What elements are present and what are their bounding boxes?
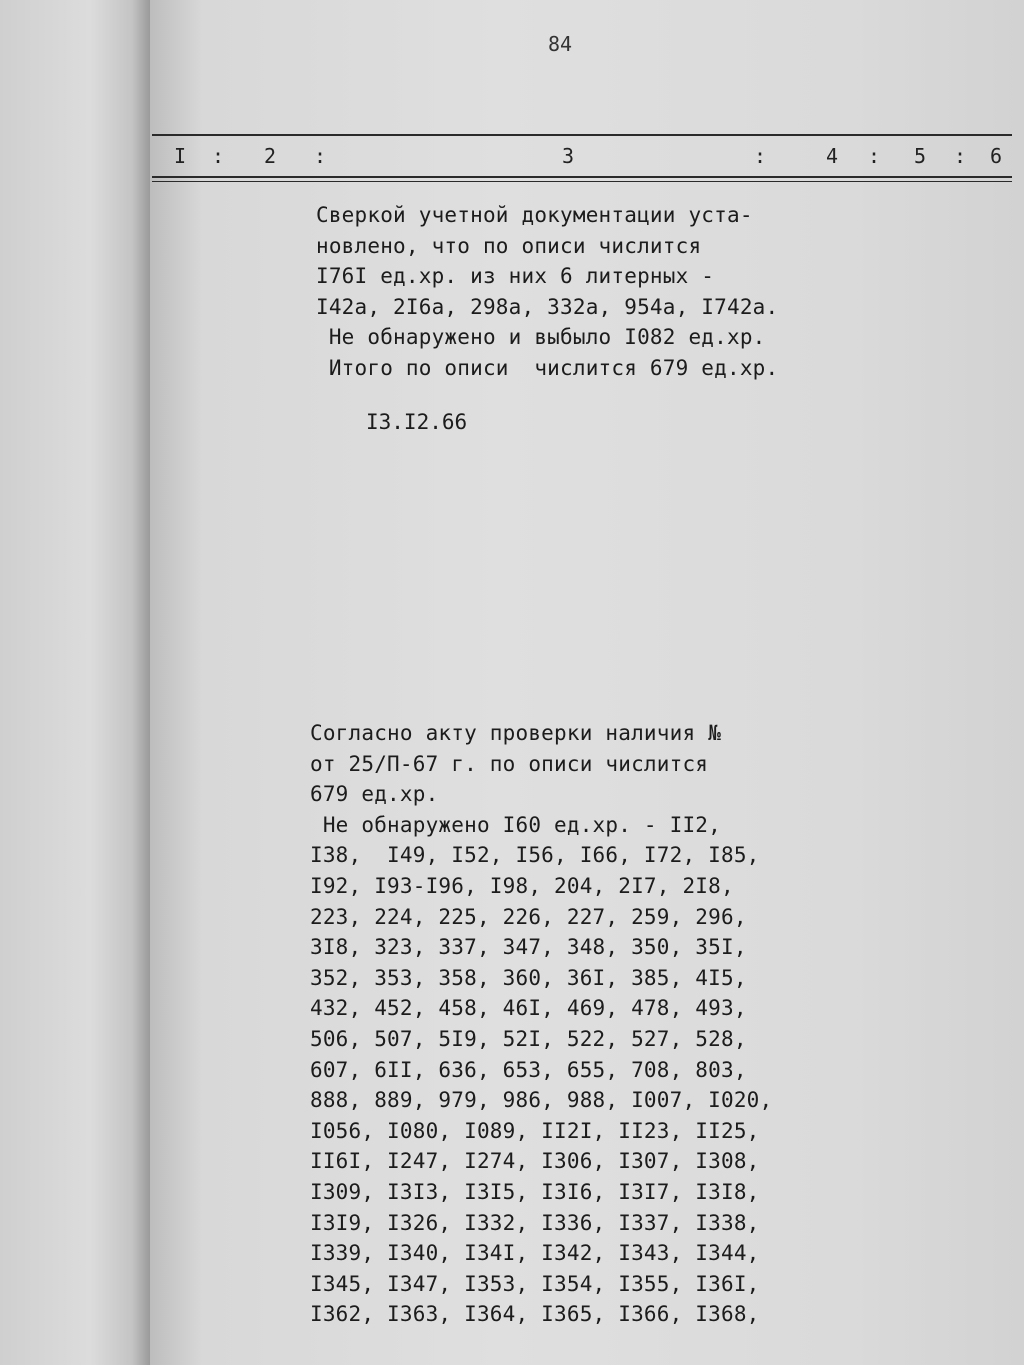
text-line: 679 ед.хр. [310,782,439,807]
text-line: I92, I93-I96, I98, 204, 2I7, 2I8, [310,873,734,898]
column-header-2: 2 [264,144,277,168]
header-bottom-rule-thin [152,181,1012,182]
document-page [150,0,1024,1365]
text-line: I056, I080, I089, II2I, II23, II25, [310,1118,760,1143]
column-header-3: 3 [562,144,575,168]
column-header-1: I [174,144,187,168]
text-line: II6I, I247, I274, I306, I307, I308, [310,1149,760,1174]
column-separator: : [314,144,327,168]
text-line: Итого по описи числится 679 ед.хр. [316,355,779,380]
text-line: I339, I340, I34I, I342, I343, I344, [310,1241,760,1266]
text-line: 607, 6II, 636, 653, 655, 708, 803, [310,1057,747,1082]
left-page-edge [0,0,150,1365]
text-line: Согласно акту проверки наличия № [310,721,721,745]
signature-date: I3.I2.66 [366,410,468,434]
text-line: I38, I49, I52, I56, I66, I72, I85, [310,843,760,868]
column-header-4: 4 [826,144,839,168]
header-bottom-rule [152,176,1012,178]
column-header-6: 6 [990,144,1003,168]
text-line: I76I ед.хр. из них 6 литерных - [316,264,715,289]
text-line: I309, I3I3, I3I5, I3I6, I3I7, I3I8, [310,1179,760,1204]
text-line: новлено, что по описи числится [316,233,702,258]
column-separator: : [954,144,967,168]
column-separator: : [868,144,881,168]
page-number: 84 [548,32,573,56]
text-line: 3I8, 323, 337, 347, 348, 350, 35I, [310,935,747,960]
text-line: 888, 889, 979, 986, 988, I007, I020, [310,1088,773,1113]
text-line: I362, I363, I364, I365, I366, I368, [310,1302,760,1327]
column-separator: : [212,144,225,168]
column-separator: : [754,144,767,168]
text-line: I345, I347, I353, I354, I355, I36I, [310,1271,760,1296]
column-header-5: 5 [914,144,927,168]
text-line: 432, 452, 458, 46I, 469, 478, 493, [310,996,747,1021]
text-line: 352, 353, 358, 360, 36I, 385, 4I5, [310,965,747,990]
text-line: Не обнаружено и выбыло I082 ед.хр. [316,325,766,350]
text-line: I3I9, I326, I332, I336, I337, I338, [310,1210,760,1235]
text-line: 506, 507, 5I9, 52I, 522, 527, 528, [310,1026,747,1051]
text-line: Не обнаружено I60 ед.хр. - II2, [310,812,721,837]
text-line: от 25/П-67 г. по описи числится [310,751,709,776]
text-line: I42а, 2I6а, 298а, 332а, 954а, I742а. [316,294,779,319]
text-line: Сверкой учетной документации уста- [316,203,753,227]
reconciliation-paragraph [316,200,778,384]
header-top-rule [152,134,1012,136]
inspection-act-paragraph [310,718,772,1330]
text-line: 223, 224, 225, 226, 227, 259, 296, [310,904,747,929]
